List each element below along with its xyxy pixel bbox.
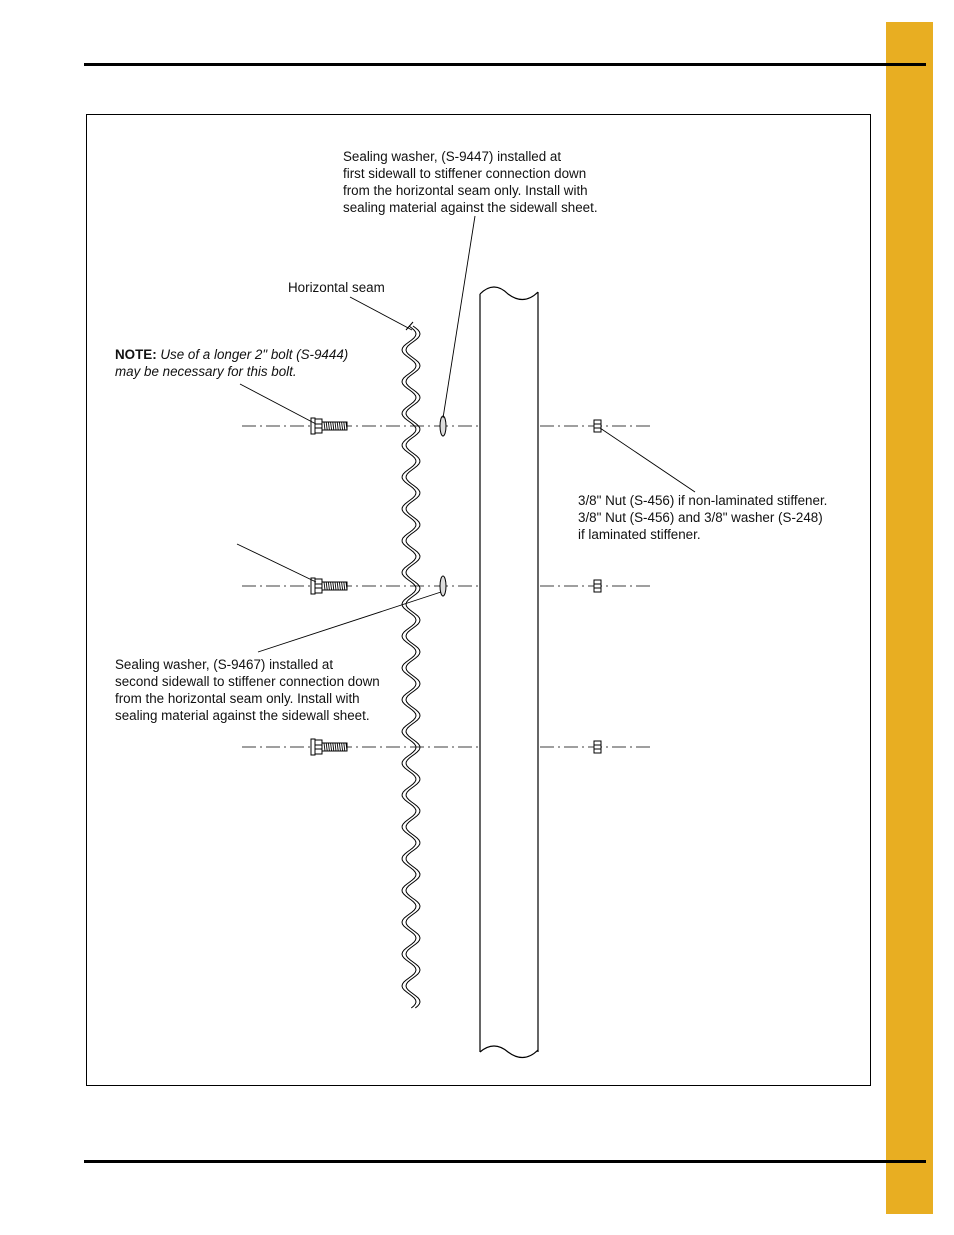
nut-callout: 3/8" Nut (S-456) if non-laminated stiffener. 3/8" Nut (S-456) and 3/8" washer (S-248) if laminated stiffener. [578, 493, 828, 542]
stiffener-column [480, 287, 538, 1058]
horizontal-seam-label: Horizontal seam [288, 280, 385, 295]
note-label: NOTE: [115, 347, 157, 362]
washer-group [440, 416, 446, 596]
hex-nut-icon [594, 741, 601, 753]
sealing-washer-icon [440, 576, 446, 596]
nut-group [594, 420, 601, 753]
washer-second-callout: Sealing washer, (S-9467) installed at second sidewall to stiffener connection down from the horizontal seam only. Install with sealing material against the sidewall sheet. [115, 657, 380, 723]
note-text: Use of a longer 2" bolt (S-9444) may be necessary for this bolt. [115, 347, 349, 379]
hex-bolt-icon [311, 418, 347, 434]
washer-first-callout: Sealing washer, (S-9447) installed at first sidewall to stiffener connection down from the horizontal seam only. Install with sealing material against the sidewall sheet. [343, 149, 598, 215]
sealing-washer-icon [440, 416, 446, 436]
corrugated-sidewall [402, 322, 420, 1008]
hex-nut-icon [594, 420, 601, 432]
note-callout [115, 346, 348, 380]
hex-nut-icon [594, 580, 601, 592]
hex-bolt-icon [311, 578, 347, 594]
hex-bolt-icon [311, 739, 347, 755]
